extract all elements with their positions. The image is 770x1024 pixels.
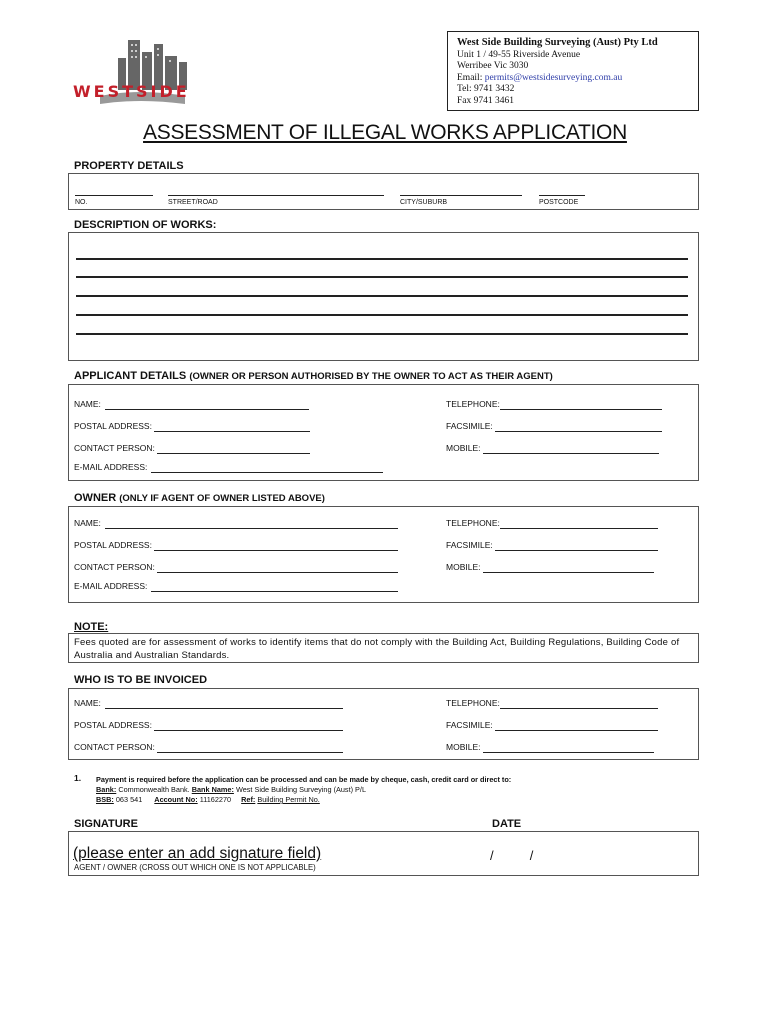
- description-heading: DESCRIPTION OF WORKS:: [74, 219, 217, 231]
- ref-value: Building Permit No.: [257, 795, 320, 804]
- payment-text: Payment is required before the application can be processed and can be made by cheque, cash, credit card or direct to:: [96, 775, 512, 784]
- invoice-details-box: [68, 688, 699, 760]
- owner-heading: [74, 492, 325, 504]
- email-label: Email:: [457, 72, 485, 83]
- property-street-label: STREET/ROAD: [168, 199, 218, 206]
- invoice-name-label: NAME:: [74, 698, 101, 708]
- company-info-box: [447, 31, 699, 111]
- company-tel: Tel: 9741 3432: [457, 84, 515, 94]
- applicant-contact-field[interactable]: [157, 453, 310, 454]
- payment-bsb-row: [96, 795, 320, 804]
- bank-value: Commonwealth Bank.: [118, 785, 190, 794]
- applicant-contact-label: CONTACT PERSON:: [74, 443, 155, 453]
- date-field[interactable]: / /: [490, 848, 534, 863]
- property-no-label: NO.: [75, 199, 88, 206]
- page-title: ASSESSMENT OF ILLEGAL WORKS APPLICATION: [143, 121, 627, 144]
- description-line-4[interactable]: [76, 314, 688, 316]
- invoice-contact-field[interactable]: [157, 752, 343, 753]
- applicant-facsimile-field[interactable]: [495, 431, 662, 432]
- payment-number: 1.: [74, 773, 82, 783]
- invoice-telephone-label: TELEPHONE:: [446, 698, 500, 708]
- invoice-mobile-field[interactable]: [483, 752, 654, 753]
- bsb-label: BSB:: [96, 795, 114, 804]
- property-street-line[interactable]: [168, 195, 384, 196]
- property-city-label: CITY/SUBURB: [400, 199, 448, 206]
- owner-name-field[interactable]: [105, 528, 398, 529]
- applicant-details-box: [68, 384, 699, 481]
- owner-facsimile-field[interactable]: [495, 550, 658, 551]
- bank-label: Bank:: [96, 785, 117, 794]
- date-heading: DATE: [492, 818, 522, 830]
- bank-name-value: West Side Building Surveying (Aust) P/L: [235, 785, 367, 794]
- westside-logo: [70, 34, 205, 109]
- logo-text: WESTSIDE: [73, 82, 190, 101]
- applicant-name-label: NAME:: [74, 399, 101, 409]
- description-line-5[interactable]: [76, 333, 688, 335]
- note-text: Fees quoted are for assessment of works to identify items that do not comply with the Building Act, Building Regulations, Building Code of Australia and Australian Standards.: [74, 637, 680, 661]
- applicant-mobile-label: MOBILE:: [446, 443, 481, 453]
- note-heading: NOTE:: [74, 621, 109, 633]
- owner-contact-label: CONTACT PERSON:: [74, 562, 155, 572]
- owner-contact-field[interactable]: [157, 572, 398, 573]
- property-no-line[interactable]: [75, 195, 153, 196]
- invoice-mobile-label: MOBILE:: [446, 742, 481, 752]
- company-email-row: [457, 73, 698, 85]
- owner-details-box: [68, 506, 699, 603]
- signature-heading: SIGNATURE: [74, 818, 138, 830]
- invoice-facsimile-label: FACSIMILE:: [446, 720, 493, 730]
- property-postcode-line[interactable]: [539, 195, 585, 196]
- owner-telephone-field[interactable]: [500, 528, 658, 529]
- applicant-telephone-label: TELEPHONE:: [446, 399, 500, 409]
- applicant-telephone-field[interactable]: [500, 409, 662, 410]
- applicant-mobile-field[interactable]: [483, 453, 659, 454]
- invoice-facsimile-field[interactable]: [495, 730, 658, 731]
- company-address-line2: Werribee Vic 3030: [457, 61, 529, 71]
- account-label: Account No:: [154, 795, 198, 804]
- applicant-facsimile-label: FACSIMILE:: [446, 421, 493, 431]
- property-postcode-label: POSTCODE: [539, 199, 579, 206]
- property-details-box: [68, 173, 699, 210]
- owner-postal-field[interactable]: [154, 550, 398, 551]
- owner-facsimile-label: FACSIMILE:: [446, 540, 493, 550]
- applicant-postal-label: POSTAL ADDRESS:: [74, 421, 152, 431]
- applicant-name-field[interactable]: [105, 409, 309, 410]
- applicant-email-label: E-MAIL ADDRESS:: [74, 462, 148, 472]
- invoice-name-field[interactable]: [105, 708, 343, 709]
- applicant-heading: [74, 370, 553, 382]
- owner-telephone-label: TELEPHONE:: [446, 518, 500, 528]
- signature-field[interactable]: (please enter an add signature field): [73, 845, 322, 862]
- bank-name-label: Bank Name:: [191, 785, 234, 794]
- description-line-3[interactable]: [76, 295, 688, 297]
- applicant-postal-field[interactable]: [154, 431, 310, 432]
- applicant-subheading: (OWNER OR PERSON AUTHORISED BY THE OWNER TO ACT AS THEIR AGENT): [189, 371, 553, 382]
- invoice-telephone-field[interactable]: [500, 708, 658, 709]
- bsb-value: 063 541: [115, 795, 143, 804]
- account-value: 11162270: [199, 795, 232, 804]
- company-address-line1: Unit 1 / 49-55 Riverside Avenue: [457, 49, 581, 60]
- description-line-1[interactable]: [76, 258, 688, 260]
- description-line-2[interactable]: [76, 276, 688, 278]
- invoice-postal-label: POSTAL ADDRESS:: [74, 720, 152, 730]
- company-fax: Fax 9741 3461: [457, 95, 514, 106]
- email-link[interactable]: permits@westsidesurveying.com.au: [484, 72, 623, 83]
- ref-label: Ref:: [241, 795, 256, 804]
- applicant-heading-text: APPLICANT DETAILS: [74, 370, 187, 382]
- invoice-heading: WHO IS TO BE INVOICED: [74, 674, 208, 686]
- owner-subheading: (ONLY IF AGENT OF OWNER LISTED ABOVE): [119, 493, 325, 504]
- company-name: West Side Building Surveying (Aust) Pty Ltd: [457, 37, 658, 48]
- owner-mobile-field[interactable]: [483, 572, 654, 573]
- property-details-heading: PROPERTY DETAILS: [74, 160, 184, 172]
- property-city-line[interactable]: [400, 195, 522, 196]
- owner-postal-label: POSTAL ADDRESS:: [74, 540, 152, 550]
- owner-email-label: E-MAIL ADDRESS:: [74, 581, 148, 591]
- owner-heading-text: OWNER: [74, 492, 117, 504]
- owner-name-label: NAME:: [74, 518, 101, 528]
- applicant-email-field[interactable]: [151, 472, 383, 473]
- signature-subtext: AGENT / OWNER (CROSS OUT WHICH ONE IS NOT APPLICABLE): [74, 863, 316, 872]
- owner-mobile-label: MOBILE:: [446, 562, 481, 572]
- invoice-contact-label: CONTACT PERSON:: [74, 742, 155, 752]
- invoice-postal-field[interactable]: [154, 730, 343, 731]
- owner-email-field[interactable]: [151, 591, 398, 592]
- payment-bank-row: [96, 785, 366, 794]
